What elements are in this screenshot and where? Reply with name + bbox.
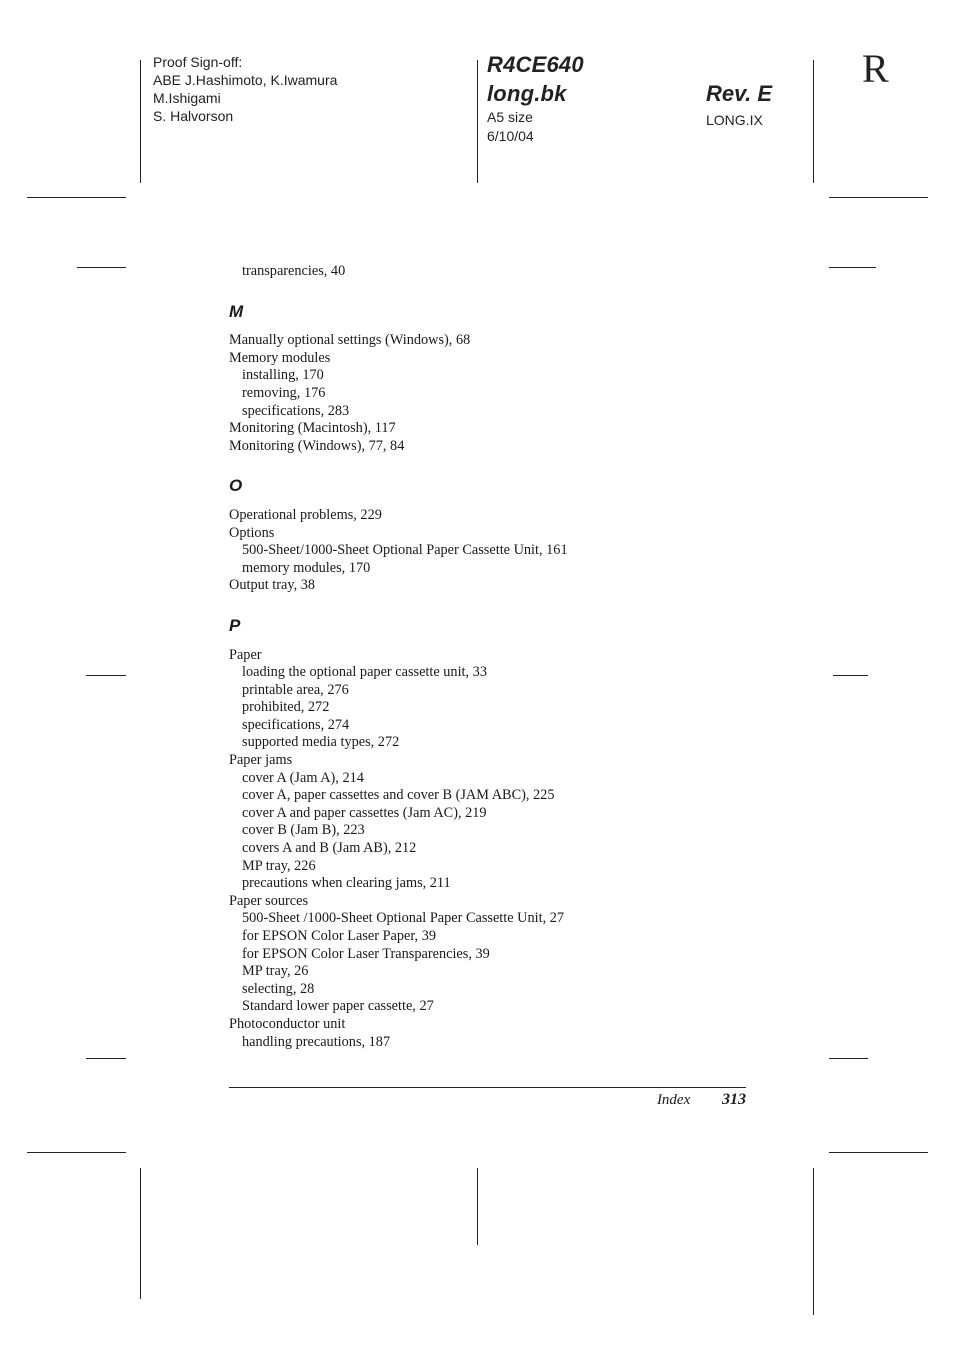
job-code: R4CE640 bbox=[487, 52, 584, 77]
crop-mark bbox=[833, 675, 868, 676]
book-file: long.bk bbox=[487, 81, 567, 106]
index-subentry: installing, 170 bbox=[242, 367, 324, 384]
proof-date: 6/10/04 bbox=[487, 128, 534, 144]
crop-mark bbox=[77, 267, 126, 268]
file-name: LONG.IX bbox=[706, 112, 763, 128]
crop-mark bbox=[27, 1152, 126, 1153]
index-subentry: memory modules, 170 bbox=[242, 559, 371, 576]
proof-line: ABE J.Hashimoto, K.Iwamura bbox=[153, 72, 338, 88]
index-letter-heading: M bbox=[229, 301, 244, 321]
crop-mark bbox=[140, 60, 141, 183]
crop-mark bbox=[86, 675, 126, 676]
side-tab-letter: R bbox=[862, 46, 889, 91]
index-subentry: cover A, paper cassettes and cover B (JAM ABC), 225 bbox=[242, 787, 555, 804]
index-content bbox=[229, 263, 749, 1051]
index-subentry: prohibited, 272 bbox=[242, 699, 330, 716]
index-entry: Paper sources bbox=[229, 892, 309, 909]
index-entry: transparencies, 40 bbox=[242, 263, 346, 279]
index-entry: Memory modules bbox=[229, 349, 331, 366]
revision-info bbox=[706, 79, 772, 130]
index-subentry: printable area, 276 bbox=[242, 681, 349, 698]
proof-line: S. Halvorson bbox=[153, 108, 234, 124]
index-entry: Options bbox=[229, 524, 275, 541]
index-entry: Paper jams bbox=[229, 752, 293, 769]
crop-mark bbox=[813, 1168, 814, 1315]
index-subentry: specifications, 283 bbox=[242, 402, 350, 419]
crop-mark bbox=[829, 197, 928, 198]
index-subentry: loading the optional paper cassette unit, 33 bbox=[242, 664, 487, 681]
crop-mark bbox=[27, 197, 126, 198]
index-entry: Operational problems, 229 bbox=[229, 506, 382, 523]
index-entry: Monitoring (Windows), 77, 84 bbox=[229, 437, 405, 454]
index-subentry: for EPSON Color Laser Paper, 39 bbox=[242, 928, 436, 944]
index-entry: Manually optional settings (Windows), 68 bbox=[229, 332, 471, 349]
proof-signoff bbox=[153, 53, 337, 125]
index-entry: Paper bbox=[229, 646, 262, 663]
crop-mark bbox=[829, 1058, 868, 1059]
index-subentry: 500-Sheet /1000-Sheet Optional Paper Cassette Unit, 27 bbox=[242, 910, 565, 927]
crop-mark bbox=[477, 60, 478, 183]
crop-mark bbox=[86, 1058, 126, 1059]
footer-rule bbox=[229, 1087, 746, 1088]
crop-mark bbox=[140, 1168, 141, 1299]
index-subentry: for EPSON Color Laser Transparencies, 39 bbox=[242, 945, 490, 962]
index-subentry: 500-Sheet/1000-Sheet Optional Paper Cassette Unit, 161 bbox=[242, 542, 568, 559]
index-subentry: specifications, 274 bbox=[242, 716, 350, 733]
page-number: 313 bbox=[722, 1091, 746, 1108]
index-subentry: precautions when clearing jams, 211 bbox=[242, 875, 451, 892]
index-letter-heading: P bbox=[229, 615, 241, 635]
crop-mark bbox=[829, 1152, 928, 1153]
index-subentry: supported media types, 272 bbox=[242, 734, 400, 751]
revision-label: Rev. E bbox=[706, 81, 773, 106]
page-footer bbox=[657, 1089, 746, 1111]
paper-size: A5 size bbox=[487, 109, 533, 125]
index-subentry: selecting, 28 bbox=[242, 980, 315, 997]
index-subentry: covers A and B (Jam AB), 212 bbox=[242, 840, 417, 857]
footer-section-name: Index bbox=[656, 1092, 691, 1108]
proof-line: M.Ishigami bbox=[153, 90, 221, 106]
index-subentry: cover A and paper cassettes (Jam AC), 219 bbox=[242, 804, 487, 821]
index-letter-heading: O bbox=[229, 476, 243, 496]
index-entry: Photoconductor unit bbox=[229, 1015, 346, 1032]
index-subentry: cover A (Jam A), 214 bbox=[242, 769, 364, 786]
crop-mark bbox=[813, 60, 814, 183]
index-subentry: MP tray, 226 bbox=[242, 857, 316, 874]
index-subentry: MP tray, 26 bbox=[242, 963, 309, 980]
crop-mark bbox=[829, 267, 876, 268]
proof-line: Proof Sign-off: bbox=[153, 54, 243, 70]
index-subentry: cover B (Jam B), 223 bbox=[242, 822, 365, 839]
index-subentry: handling precautions, 187 bbox=[242, 1033, 391, 1050]
index-subentry: Standard lower paper cassette, 27 bbox=[242, 998, 434, 1015]
crop-mark bbox=[477, 1168, 478, 1245]
index-entry: Output tray, 38 bbox=[229, 577, 316, 594]
index-entry: Monitoring (Macintosh), 117 bbox=[229, 420, 396, 437]
job-info bbox=[487, 50, 584, 146]
index-subentry: removing, 176 bbox=[242, 384, 326, 401]
